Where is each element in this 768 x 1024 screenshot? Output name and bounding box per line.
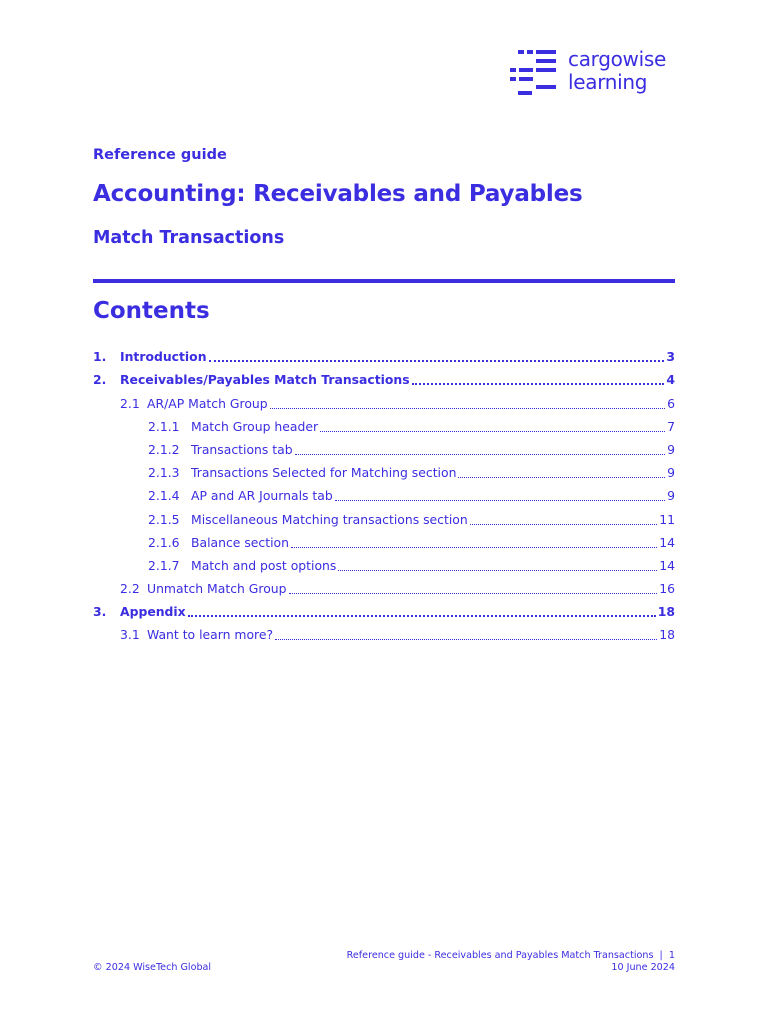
- toc-leader-dots: [209, 359, 665, 362]
- toc-entry-title: Match Group header: [191, 418, 319, 434]
- toc-entry-number: 1.: [93, 349, 107, 365]
- toc-entry[interactable]: [93, 342, 675, 365]
- toc-entry[interactable]: [93, 388, 675, 411]
- toc-leader-dots: [338, 569, 657, 571]
- toc-entry-title: Appendix: [120, 604, 186, 620]
- toc-entry-page: 7: [667, 418, 675, 434]
- footer-document-line: Reference guide - Receivables and Payables Match Transactions | 1: [346, 950, 675, 961]
- footer-copyright: © 2024 WiseTech Global: [93, 962, 212, 973]
- toc-entry-number: 3.: [93, 604, 107, 620]
- toc-entry-title: AP and AR Journals tab: [191, 488, 333, 504]
- toc-entry-number: 2.2: [120, 581, 140, 597]
- toc-entry-page: 18: [659, 627, 675, 643]
- toc-leader-dots: [335, 499, 665, 501]
- document-type-label: Reference guide: [93, 147, 227, 163]
- toc-entry[interactable]: [93, 551, 675, 574]
- logo-line-2: learning: [568, 70, 648, 94]
- toc-entry-page: 18: [657, 604, 675, 620]
- toc-entry-title: Transactions tab: [191, 441, 293, 457]
- toc-entry-page: 14: [659, 557, 675, 573]
- document-title: Accounting: Receivables and Payables: [93, 181, 583, 207]
- toc-entry[interactable]: [93, 412, 675, 435]
- toc-entry-number: 2.1: [120, 395, 140, 411]
- toc-entry-page: 9: [667, 488, 675, 504]
- contents-heading: Contents: [93, 298, 210, 324]
- document-subtitle: Match Transactions: [93, 228, 285, 248]
- toc-entry-number: 2.: [93, 372, 107, 388]
- toc-entry-number: 2.1.1: [148, 418, 180, 434]
- toc-leader-dots: [458, 476, 665, 478]
- toc-entry-page: 14: [659, 534, 675, 550]
- toc-entry-title: Transactions Selected for Matching section: [191, 465, 457, 481]
- toc-leader-dots: [188, 614, 656, 617]
- toc-entry[interactable]: [93, 435, 675, 458]
- toc-entry[interactable]: [93, 574, 675, 597]
- toc-entry-number: 2.1.6: [148, 534, 180, 550]
- footer-date: 10 June 2024: [611, 962, 675, 973]
- toc-entry-number: 2.1.5: [148, 511, 180, 527]
- toc-entry-page: 16: [659, 581, 675, 597]
- toc-leader-dots: [275, 638, 657, 640]
- toc-entry[interactable]: [93, 620, 675, 643]
- toc-leader-dots: [295, 453, 666, 455]
- table-of-contents: [93, 342, 675, 643]
- title-divider: [93, 279, 675, 283]
- toc-entry-title: Miscellaneous Matching transactions section: [191, 511, 468, 527]
- toc-leader-dots: [320, 430, 665, 432]
- toc-entry-page: 4: [666, 372, 675, 388]
- toc-entry[interactable]: [93, 504, 675, 527]
- toc-entry-title: Unmatch Match Group: [147, 581, 287, 597]
- toc-entry-number: 3.1: [120, 627, 140, 643]
- toc-entry[interactable]: [93, 458, 675, 481]
- toc-entry-title: Receivables/Payables Match Transactions: [120, 372, 410, 388]
- toc-entry-page: 11: [659, 511, 675, 527]
- toc-leader-dots: [470, 523, 657, 525]
- toc-entry-page: 9: [667, 441, 675, 457]
- cargowise-logo-icon: [510, 48, 558, 96]
- toc-entry-number: 2.1.4: [148, 488, 180, 504]
- toc-entry-title: Match and post options: [191, 557, 337, 573]
- toc-entry[interactable]: [93, 481, 675, 504]
- toc-entry[interactable]: [93, 597, 675, 620]
- toc-entry-number: 2.1.3: [148, 465, 180, 481]
- toc-entry-title: Want to learn more?: [147, 627, 274, 643]
- toc-entry[interactable]: [93, 365, 675, 388]
- toc-entry-title: AR/AP Match Group: [147, 395, 268, 411]
- toc-entry[interactable]: [93, 528, 675, 551]
- toc-leader-dots: [291, 546, 657, 548]
- logo-line-1: cargowise: [568, 47, 666, 71]
- toc-entry-number: 2.1.2: [148, 441, 180, 457]
- cargowise-learning-logo: [510, 48, 680, 100]
- footer-right: [347, 950, 675, 974]
- toc-entry-title: Balance section: [191, 534, 289, 550]
- toc-leader-dots: [412, 382, 665, 385]
- toc-entry-page: 6: [667, 395, 675, 411]
- toc-leader-dots: [289, 592, 658, 594]
- toc-entry-title: Introduction: [120, 349, 207, 365]
- toc-entry-page: 3: [666, 349, 675, 365]
- toc-entry-page: 9: [667, 465, 675, 481]
- logo-wordmark: [568, 48, 666, 94]
- toc-leader-dots: [270, 407, 665, 409]
- toc-entry-number: 2.1.7: [148, 557, 180, 573]
